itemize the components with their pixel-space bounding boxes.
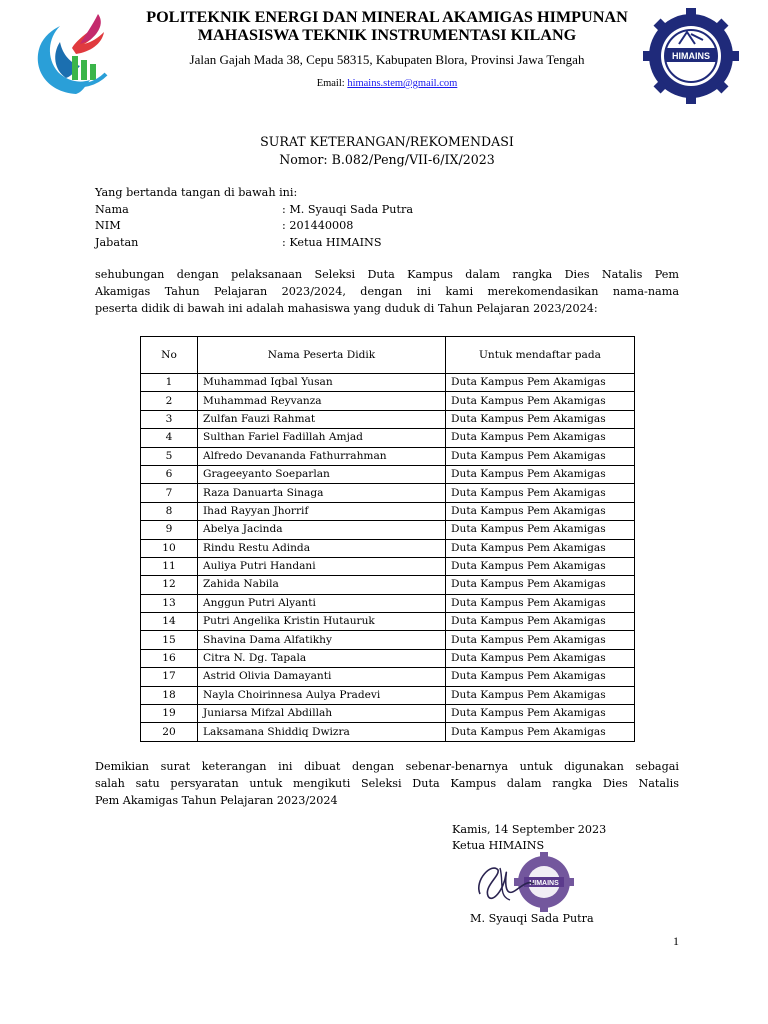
table-row <box>141 374 635 392</box>
participant-name: Grageeyanto Soeparlan <box>198 465 446 483</box>
registration-target: Duta Kampus Pem Akamigas <box>446 521 635 539</box>
registration-target: Duta Kampus Pem Akamigas <box>446 539 635 557</box>
paragraph-line: salah satu persyaratan untuk mengikuti Seleksi Duta Kampus dalam rangka Dies Natalis <box>95 777 679 790</box>
field-label-jabatan: Jabatan <box>95 236 139 249</box>
row-number: 7 <box>141 484 198 502</box>
registration-target: Duta Kampus Pem Akamigas <box>446 392 635 410</box>
intro-text: Yang bertanda tangan di bawah ini: <box>95 186 298 199</box>
row-number: 15 <box>141 631 198 649</box>
place-date: Kamis, 14 September 2023 <box>452 823 607 836</box>
table-header-row <box>141 337 635 374</box>
registration-target: Duta Kampus Pem Akamigas <box>446 649 635 667</box>
registration-target: Duta Kampus Pem Akamigas <box>446 631 635 649</box>
participant-name: Muhammad Reyvanza <box>198 392 446 410</box>
field-label-nama: Nama <box>95 203 129 216</box>
paragraph-line: sehubungan dengan pelaksanaan Seleksi Duta Kampus dalam rangka Dies Natalis Pem <box>95 268 679 281</box>
row-number: 8 <box>141 502 198 520</box>
registration-target: Duta Kampus Pem Akamigas <box>446 374 635 392</box>
paragraph-line: Demikian surat keterangan ini dibuat dengan sebenar-benarnya untuk digunakan sebagai <box>95 760 679 773</box>
page-number: 1 <box>673 934 679 948</box>
table-row <box>141 392 635 410</box>
participant-name: Putri Angelika Kristin Hutauruk <box>198 613 446 631</box>
participant-name: Nayla Choirinnesa Aulya Pradevi <box>198 686 446 704</box>
field-value-nim: : 201440008 <box>282 219 354 232</box>
registration-target: Duta Kampus Pem Akamigas <box>446 576 635 594</box>
participants-table <box>140 336 635 742</box>
participant-name: Alfredo Devananda Fathurrahman <box>198 447 446 465</box>
field-value-nama: : M. Syauqi Sada Putra <box>282 203 414 216</box>
row-number: 6 <box>141 465 198 483</box>
registration-target: Duta Kampus Pem Akamigas <box>446 686 635 704</box>
registration-target: Duta Kampus Pem Akamigas <box>446 723 635 741</box>
row-number: 16 <box>141 649 198 667</box>
row-number: 1 <box>141 374 198 392</box>
institution-address: Jalan Gajah Mada 38, Cepu 58315, Kabupaten Blora, Provinsi Jawa Tengah <box>189 52 585 67</box>
registration-target: Duta Kampus Pem Akamigas <box>446 613 635 631</box>
participant-name: Anggun Putri Alyanti <box>198 594 446 612</box>
row-number: 13 <box>141 594 198 612</box>
registration-target: Duta Kampus Pem Akamigas <box>446 705 635 723</box>
paragraph-closing <box>95 758 679 809</box>
participant-name: Zulfan Fauzi Rahmat <box>198 410 446 428</box>
letter-title: SURAT KETERANGAN/REKOMENDASI <box>260 134 514 149</box>
institution-name-line2: MAHASISWA TEKNIK INSTRUMENTASI KILANG <box>197 26 577 44</box>
participant-name: Astrid Olivia Damayanti <box>198 668 446 686</box>
row-number: 18 <box>141 686 198 704</box>
paragraph-line: Pem Akamigas Tahun Pelajaran 2023/2024 <box>95 794 338 807</box>
table-row <box>141 705 635 723</box>
row-number: 20 <box>141 723 198 741</box>
email-line <box>118 78 656 89</box>
participant-name: Juniarsa Mifzal Abdillah <box>198 705 446 723</box>
row-number: 10 <box>141 539 198 557</box>
registration-target: Duta Kampus Pem Akamigas <box>446 594 635 612</box>
stamp-text: HIMAINS <box>529 880 559 887</box>
participant-name: Abelya Jacinda <box>198 521 446 539</box>
table-row <box>141 594 635 612</box>
registration-target: Duta Kampus Pem Akamigas <box>446 410 635 428</box>
participant-name: Auliya Putri Handani <box>198 557 446 575</box>
table-row <box>141 447 635 465</box>
registration-target: Duta Kampus Pem Akamigas <box>446 429 635 447</box>
row-number: 11 <box>141 557 198 575</box>
table-row <box>141 649 635 667</box>
registration-target: Duta Kampus Pem Akamigas <box>446 484 635 502</box>
column-header-registration: Untuk mendaftar pada <box>446 337 635 374</box>
participant-name: Sulthan Fariel Fadillah Amjad <box>198 429 446 447</box>
paragraph-recommendation <box>95 266 679 317</box>
table-row <box>141 410 635 428</box>
row-number: 5 <box>141 447 198 465</box>
letter-number: Nomor: B.082/Peng/VII-6/IX/2023 <box>279 152 495 167</box>
table-row <box>141 502 635 520</box>
row-number: 19 <box>141 705 198 723</box>
table-row <box>141 723 635 741</box>
row-number: 2 <box>141 392 198 410</box>
row-number: 12 <box>141 576 198 594</box>
registration-target: Duta Kampus Pem Akamigas <box>446 447 635 465</box>
table-row <box>141 613 635 631</box>
table-row <box>141 631 635 649</box>
row-number: 14 <box>141 613 198 631</box>
paragraph-line: peserta didik di bawah ini adalah mahasiswa yang duduk di Tahun Pelajaran 2023/2024: <box>95 302 598 315</box>
table-row <box>141 668 635 686</box>
table-row <box>141 539 635 557</box>
signer-name: M. Syauqi Sada Putra <box>470 912 594 925</box>
registration-target: Duta Kampus Pem Akamigas <box>446 465 635 483</box>
field-value-jabatan: : Ketua HIMAINS <box>282 236 382 249</box>
polytechnic-logo <box>26 8 118 100</box>
participant-name: Laksamana Shiddiq Dwizra <box>198 723 446 741</box>
paragraph-line: Akamigas Tahun Pelajaran 2023/2024, dengan ini kami merekomendasikan nama-nama <box>95 285 679 298</box>
row-number: 3 <box>141 410 198 428</box>
table-row <box>141 557 635 575</box>
table-row <box>141 429 635 447</box>
registration-target: Duta Kampus Pem Akamigas <box>446 502 635 520</box>
himains-logo-text: HIMAINS <box>672 51 710 61</box>
participant-name: Citra N. Dg. Tapala <box>198 649 446 667</box>
table-row <box>141 686 635 704</box>
row-number: 4 <box>141 429 198 447</box>
signer-position: Ketua HIMAINS <box>452 839 545 852</box>
row-number: 17 <box>141 668 198 686</box>
registration-target: Duta Kampus Pem Akamigas <box>446 668 635 686</box>
column-header-name: Nama Peserta Didik <box>198 337 446 374</box>
institution-name-line1: POLITEKNIK ENERGI DAN MINERAL AKAMIGAS HIMPUNAN <box>146 8 628 26</box>
participant-name: Raza Danuarta Sinaga <box>198 484 446 502</box>
table-row <box>141 576 635 594</box>
himains-logo <box>643 8 739 104</box>
participant-name: Muhammad Iqbal Yusan <box>198 374 446 392</box>
table-row <box>141 484 635 502</box>
column-header-no: No <box>141 337 198 374</box>
table-row <box>141 521 635 539</box>
email-label: Email: <box>316 78 345 89</box>
participant-name: Rindu Restu Adinda <box>198 539 446 557</box>
registration-target: Duta Kampus Pem Akamigas <box>446 557 635 575</box>
field-label-nim: NIM <box>95 219 121 232</box>
participant-name: Zahida Nabila <box>198 576 446 594</box>
row-number: 9 <box>141 521 198 539</box>
signature-stamp <box>470 850 580 912</box>
email-link[interactable]: himains.stem@gmail.com <box>347 78 458 89</box>
participant-name: Ihad Rayyan Jhorrif <box>198 502 446 520</box>
participant-name: Shavina Dama Alfatikhy <box>198 631 446 649</box>
table-row <box>141 465 635 483</box>
